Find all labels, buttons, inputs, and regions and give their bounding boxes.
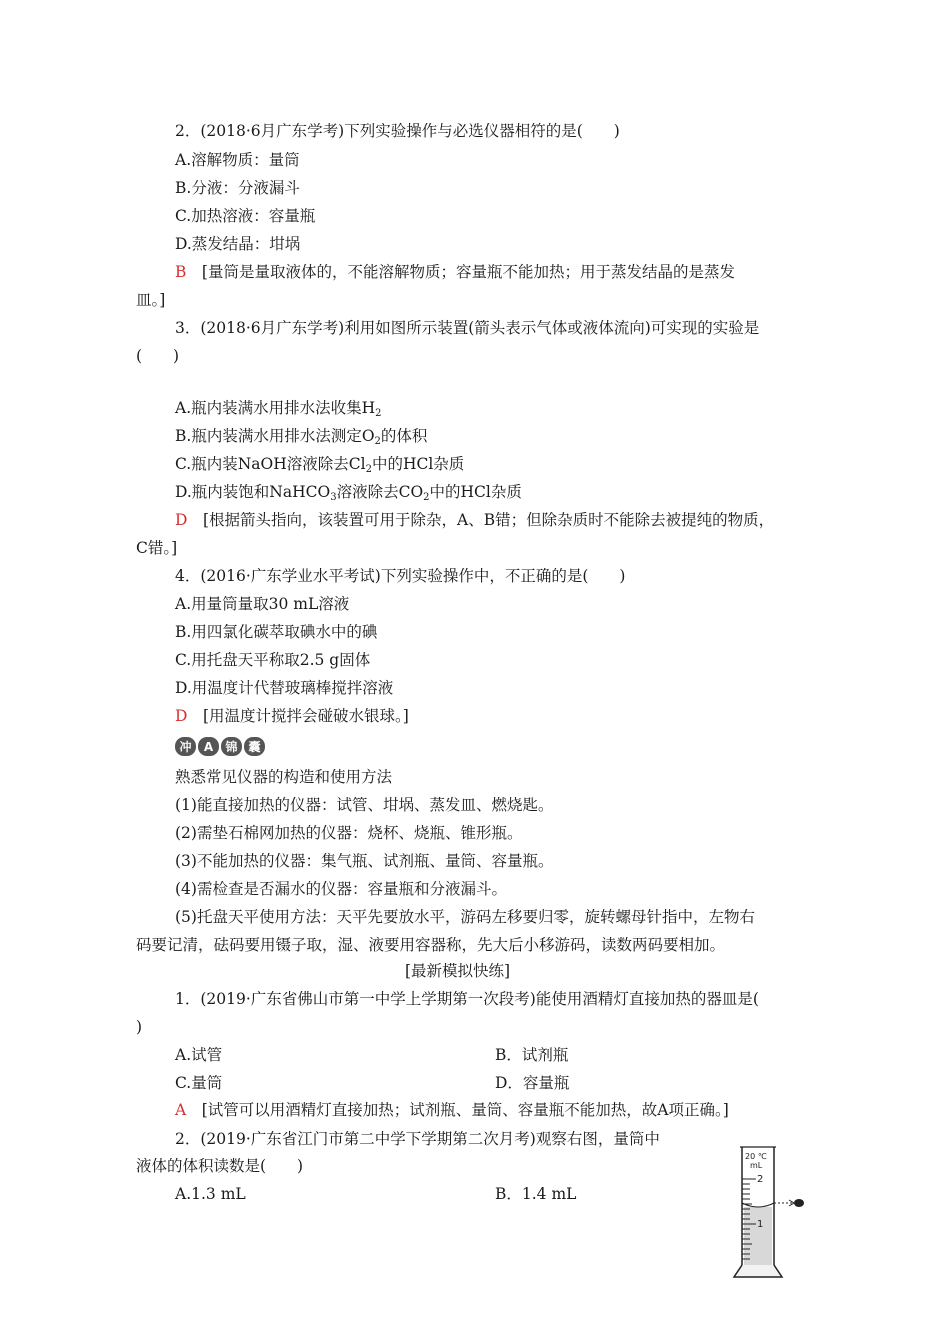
q2-explanation-cont: 皿。] bbox=[136, 291, 166, 309]
q3-explanation-cont: C错。] bbox=[136, 539, 178, 557]
q2-explanation: [量筒是量取液体的，不能溶解物质；容量瓶不能加热；用于蒸发结晶的是蒸发 bbox=[201, 263, 735, 281]
tip-point-2: (2)需垫石棉网加热的仪器：烧杯、烧瓶、锥形瓶。 bbox=[175, 824, 523, 842]
q2-answer: B bbox=[175, 263, 187, 281]
q3-answer: D bbox=[175, 511, 188, 529]
q4-option-c: C.用托盘天平称取2.5 g固体 bbox=[175, 651, 371, 669]
section-title: [最新模拟快练] bbox=[405, 962, 511, 980]
q3-stem-cont: ( ) bbox=[136, 347, 180, 365]
q3-explanation: [根据箭头指向，该装置可用于除杂，A、B错；但除杂质时不能除去被提纯的物质， bbox=[202, 511, 775, 529]
q2-option-d: D.蒸发结晶：坩埚 bbox=[175, 235, 301, 253]
m2-option-a: A.1.3 mL bbox=[175, 1185, 246, 1203]
eye-icon bbox=[794, 1199, 804, 1207]
m2-option-b: B．1.4 mL bbox=[495, 1185, 577, 1203]
q2-option-a: A.溶解物质：量筒 bbox=[175, 151, 300, 169]
q4-option-d: D.用温度计代替玻璃棒搅拌溶液 bbox=[175, 679, 394, 697]
tip-point-3: (3)不能加热的仪器：集气瓶、试剂瓶、量筒、容量瓶。 bbox=[175, 852, 554, 870]
tip-point-4: (4)需检查是否漏水的仪器：容量瓶和分液漏斗。 bbox=[175, 880, 507, 898]
m1-option-d: D．容量瓶 bbox=[495, 1074, 570, 1092]
q4-stem: 4．(2016·广东学业水平考试)下列实验操作中，不正确的是( ) bbox=[175, 567, 626, 585]
m2-stem: 2．(2019·广东省江门市第二中学下学期第二次月考)观察右图，量筒中 bbox=[175, 1130, 660, 1148]
q3-option-d: D.瓶内装饱和NaHCO$_3$溶液除去$CO_2$中的HCl杂质 bbox=[175, 483, 522, 503]
q3-option-a: A.瓶内装满水用排水法收集$H_2$ bbox=[175, 399, 382, 419]
q4-explanation: [用温度计搅拌会碰破水银球。] bbox=[202, 707, 409, 725]
graduated-cylinder-figure bbox=[728, 1145, 818, 1285]
m1-stem-cont: ) bbox=[136, 1018, 143, 1036]
q4-answer-line bbox=[175, 706, 409, 726]
q3-option-b: B.瓶内装满水用排水法测定$O_2$的体积 bbox=[175, 427, 428, 447]
m1-stem: 1．(2019·广东省佛山市第一中学上学期第一次段考)能使用酒精灯直接加热的器皿是( bbox=[175, 990, 759, 1008]
cylinder-temp-label: 20 ℃ bbox=[745, 1152, 767, 1161]
m1-answer: A bbox=[175, 1101, 187, 1119]
cylinder-liquid bbox=[744, 1207, 772, 1265]
m1-explanation: [试管可以用酒精灯直接加热；试剂瓶、量筒、容量瓶不能加热，故A项正确。] bbox=[201, 1101, 729, 1119]
q2-option-b: B.分液：分液漏斗 bbox=[175, 179, 300, 197]
cylinder-unit-label: mL bbox=[750, 1161, 763, 1170]
tip-badge-char: 冲 bbox=[175, 737, 196, 756]
q4-answer: D bbox=[175, 707, 188, 725]
tip-badge-char: 囊 bbox=[244, 737, 265, 756]
m2-stem-cont: 液体的体积读数是( ) bbox=[136, 1157, 304, 1175]
m1-option-b: B．试剂瓶 bbox=[495, 1046, 569, 1064]
q4-option-a: A.用量筒量取30 mL溶液 bbox=[175, 595, 350, 613]
cylinder-mark-2: 2 bbox=[757, 1174, 764, 1185]
tip-badge-char: 锦 bbox=[221, 737, 242, 756]
cylinder-mark-1: 1 bbox=[757, 1219, 764, 1230]
m1-answer-line bbox=[175, 1100, 729, 1120]
tip-point-5: (5)托盘天平使用方法：天平先要放水平，游码左移要归零，旋转螺母针指中，左物右 bbox=[175, 908, 755, 926]
q3-stem: 3．(2018·6月广东学考)利用如图所示装置(箭头表示气体或液体流向)可实现的实验是 bbox=[175, 319, 760, 337]
q2-stem: 2．(2018·6月广东学考)下列实验操作与必选仪器相符的是( ) bbox=[175, 122, 620, 140]
tip-title: 熟悉常见仪器的构造和使用方法 bbox=[175, 768, 393, 786]
tip-point-1: (1)能直接加热的仪器：试管、坩埚、蒸发皿、燃烧匙。 bbox=[175, 796, 554, 814]
tip-badge-char: A bbox=[198, 737, 219, 756]
q3-option-c: C.瓶内装NaOH溶液除去$Cl_2$中的HCl杂质 bbox=[175, 455, 465, 475]
m1-option-a: A.试管 bbox=[175, 1046, 223, 1064]
cylinder-base bbox=[734, 1265, 782, 1277]
q2-answer-line bbox=[175, 262, 735, 282]
tip-point-5-cont: 码要记清，砝码要用镊子取，湿、液要用容器称，先大后小移游码，读数两码要相加。 bbox=[136, 936, 726, 954]
tip-badge bbox=[175, 737, 265, 756]
q4-option-b: B.用四氯化碳萃取碘水中的碘 bbox=[175, 623, 378, 641]
q3-answer-line bbox=[175, 510, 774, 530]
m1-option-c: C.量筒 bbox=[175, 1074, 223, 1092]
q2-option-c: C.加热溶液：容量瓶 bbox=[175, 207, 316, 225]
